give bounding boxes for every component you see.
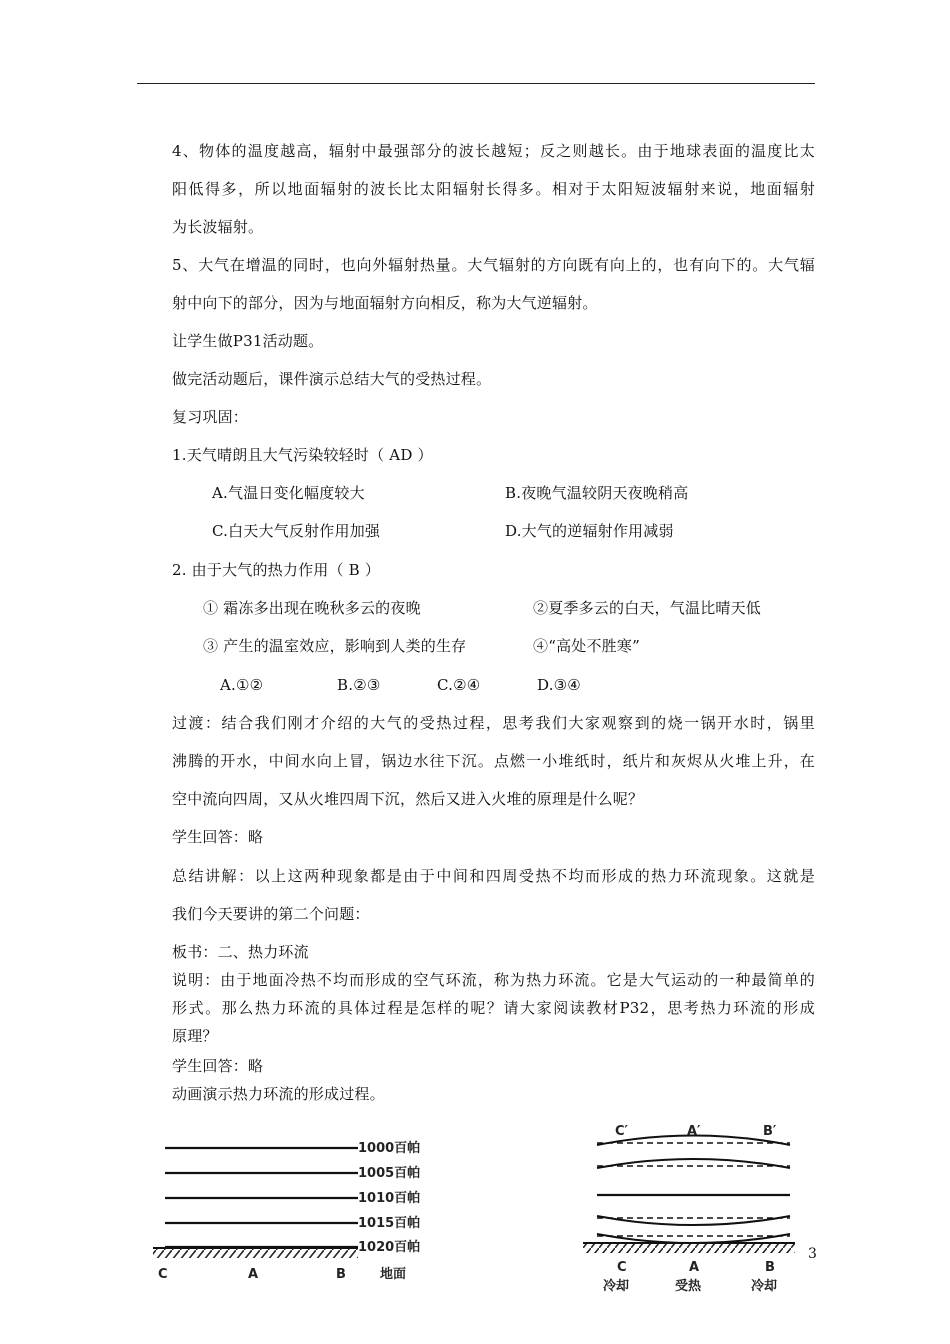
animation-line: 动画演示热力环流的形成过程。 xyxy=(172,1085,385,1103)
isobar-label: 1015百帕 xyxy=(358,1216,421,1231)
heating-label: 受热 xyxy=(675,1279,702,1294)
ground-point-label: C xyxy=(617,1260,627,1275)
question-2-option-d: D.③④ xyxy=(537,676,581,694)
board-heading: 板书：二、热力环流 xyxy=(172,943,309,961)
question-2-statement-2: ②夏季多云的白天，气温比晴天低 xyxy=(533,599,762,617)
review-heading: 复习巩固： xyxy=(172,408,249,426)
question-1-option-d: D.大气的逆辐射作用减弱 xyxy=(505,522,674,540)
isobar-diagram-uniform xyxy=(148,1130,448,1286)
paragraph-4-line-1: 4、物体的温度越高，辐射中最强部分的波长越短；反之则越长。由于地球表面的温度比太 xyxy=(172,142,815,160)
point-label: A xyxy=(248,1267,259,1282)
conclusion-line-1: 总结讲解：以上这两种现象都是由于中间和四周受热不均而形成的热力环流现象。这就是 xyxy=(172,867,815,885)
conclusion-line-2: 我们今天要讲的第二个问题： xyxy=(172,905,370,923)
question-2-statement-4: ④“高处不胜寒” xyxy=(533,637,640,655)
isobar-diagram-heated xyxy=(575,1118,805,1296)
paragraph-4-line-2: 阳低得多，所以地面辐射的波长比太阳辐射长得多。相对于太阳短波辐射来说，地面辐射 xyxy=(172,180,815,198)
upper-point-label: C′ xyxy=(615,1124,628,1139)
page-number: 3 xyxy=(808,1246,817,1262)
paragraph-5-line-1: 5、大气在增温的同时，也向外辐射热量。大气辐射的方向既有向上的，也有向下的。大气辐 xyxy=(172,256,815,274)
explanation-line-1: 说明：由于地面冷热不均而形成的空气环流，称为热力环流。它是大气运动的一种最简单的 xyxy=(172,971,815,989)
ground-label: 地面 xyxy=(380,1267,407,1282)
student-answer-1: 学生回答：略 xyxy=(172,828,264,846)
isobar-label: 1010百帕 xyxy=(358,1191,421,1206)
upper-point-label: B′ xyxy=(763,1124,777,1139)
activity-line: 让学生做P31活动题。 xyxy=(172,332,324,350)
isobar-label: 1000百帕 xyxy=(358,1141,421,1156)
transition-line-2: 沸腾的开水，中间水向上冒，锅边水往下沉。点燃一小堆纸时，纸片和灰烬从火堆上升，在 xyxy=(172,752,815,770)
summary-line: 做完活动题后，课件演示总结大气的受热过程。 xyxy=(172,370,492,388)
transition-line-1: 过渡：结合我们刚才介绍的大气的受热过程，思考我们大家观察到的烧一锅开水时，锅里 xyxy=(172,714,815,732)
cooling-label: 冷却 xyxy=(603,1279,630,1294)
cooling-label: 冷却 xyxy=(751,1279,778,1294)
upper-point-label: A′ xyxy=(687,1124,701,1139)
paragraph-4-line-3: 为长波辐射。 xyxy=(172,218,264,236)
ground-point-label: A xyxy=(689,1260,700,1275)
question-2-stem: 2. 由于大气的热力作用（ B ） xyxy=(172,561,381,579)
question-2-statement-1: ① 霜冻多出现在晚秋多云的夜晚 xyxy=(203,599,421,617)
explanation-line-2: 形式。那么热力环流的具体过程是怎样的呢？请大家阅读教材P32，思考热力环流的形成 xyxy=(172,999,815,1017)
question-2-statement-3: ③ 产生的温室效应，影响到人类的生存 xyxy=(203,637,467,655)
question-1-option-c: C.白天大气反射作用加强 xyxy=(212,522,381,540)
question-2-option-a: A.①② xyxy=(220,676,264,694)
isobar-label: 1005百帕 xyxy=(358,1166,421,1181)
paragraph-5-line-2: 射中向下的部分，因为与地面辐射方向相反，称为大气逆辐射。 xyxy=(172,294,598,312)
point-label: C xyxy=(158,1267,168,1282)
explanation-line-3: 原理？ xyxy=(172,1027,218,1045)
question-2-option-b: B.②③ xyxy=(337,676,381,694)
header-rule xyxy=(137,83,815,84)
transition-line-3: 空中流向四周，又从火堆四周下沉，然后又进入火堆的原理是什么呢？ xyxy=(172,790,644,808)
question-1-stem: 1.天气晴朗且大气污染较轻时（ AD ） xyxy=(172,446,433,464)
ground-hatch xyxy=(583,1243,795,1253)
question-1-option-a: A.气温日变化幅度较大 xyxy=(212,484,365,502)
question-2-option-c: C.②④ xyxy=(437,676,481,694)
point-label: B xyxy=(336,1267,346,1282)
ground-point-label: B xyxy=(765,1260,775,1275)
question-1-option-b: B.夜晚气温较阴天夜晚稍高 xyxy=(505,484,689,502)
ground-hatch xyxy=(153,1248,358,1258)
isobar-label: 1020百帕 xyxy=(358,1240,421,1255)
student-answer-2: 学生回答：略 xyxy=(172,1057,264,1075)
